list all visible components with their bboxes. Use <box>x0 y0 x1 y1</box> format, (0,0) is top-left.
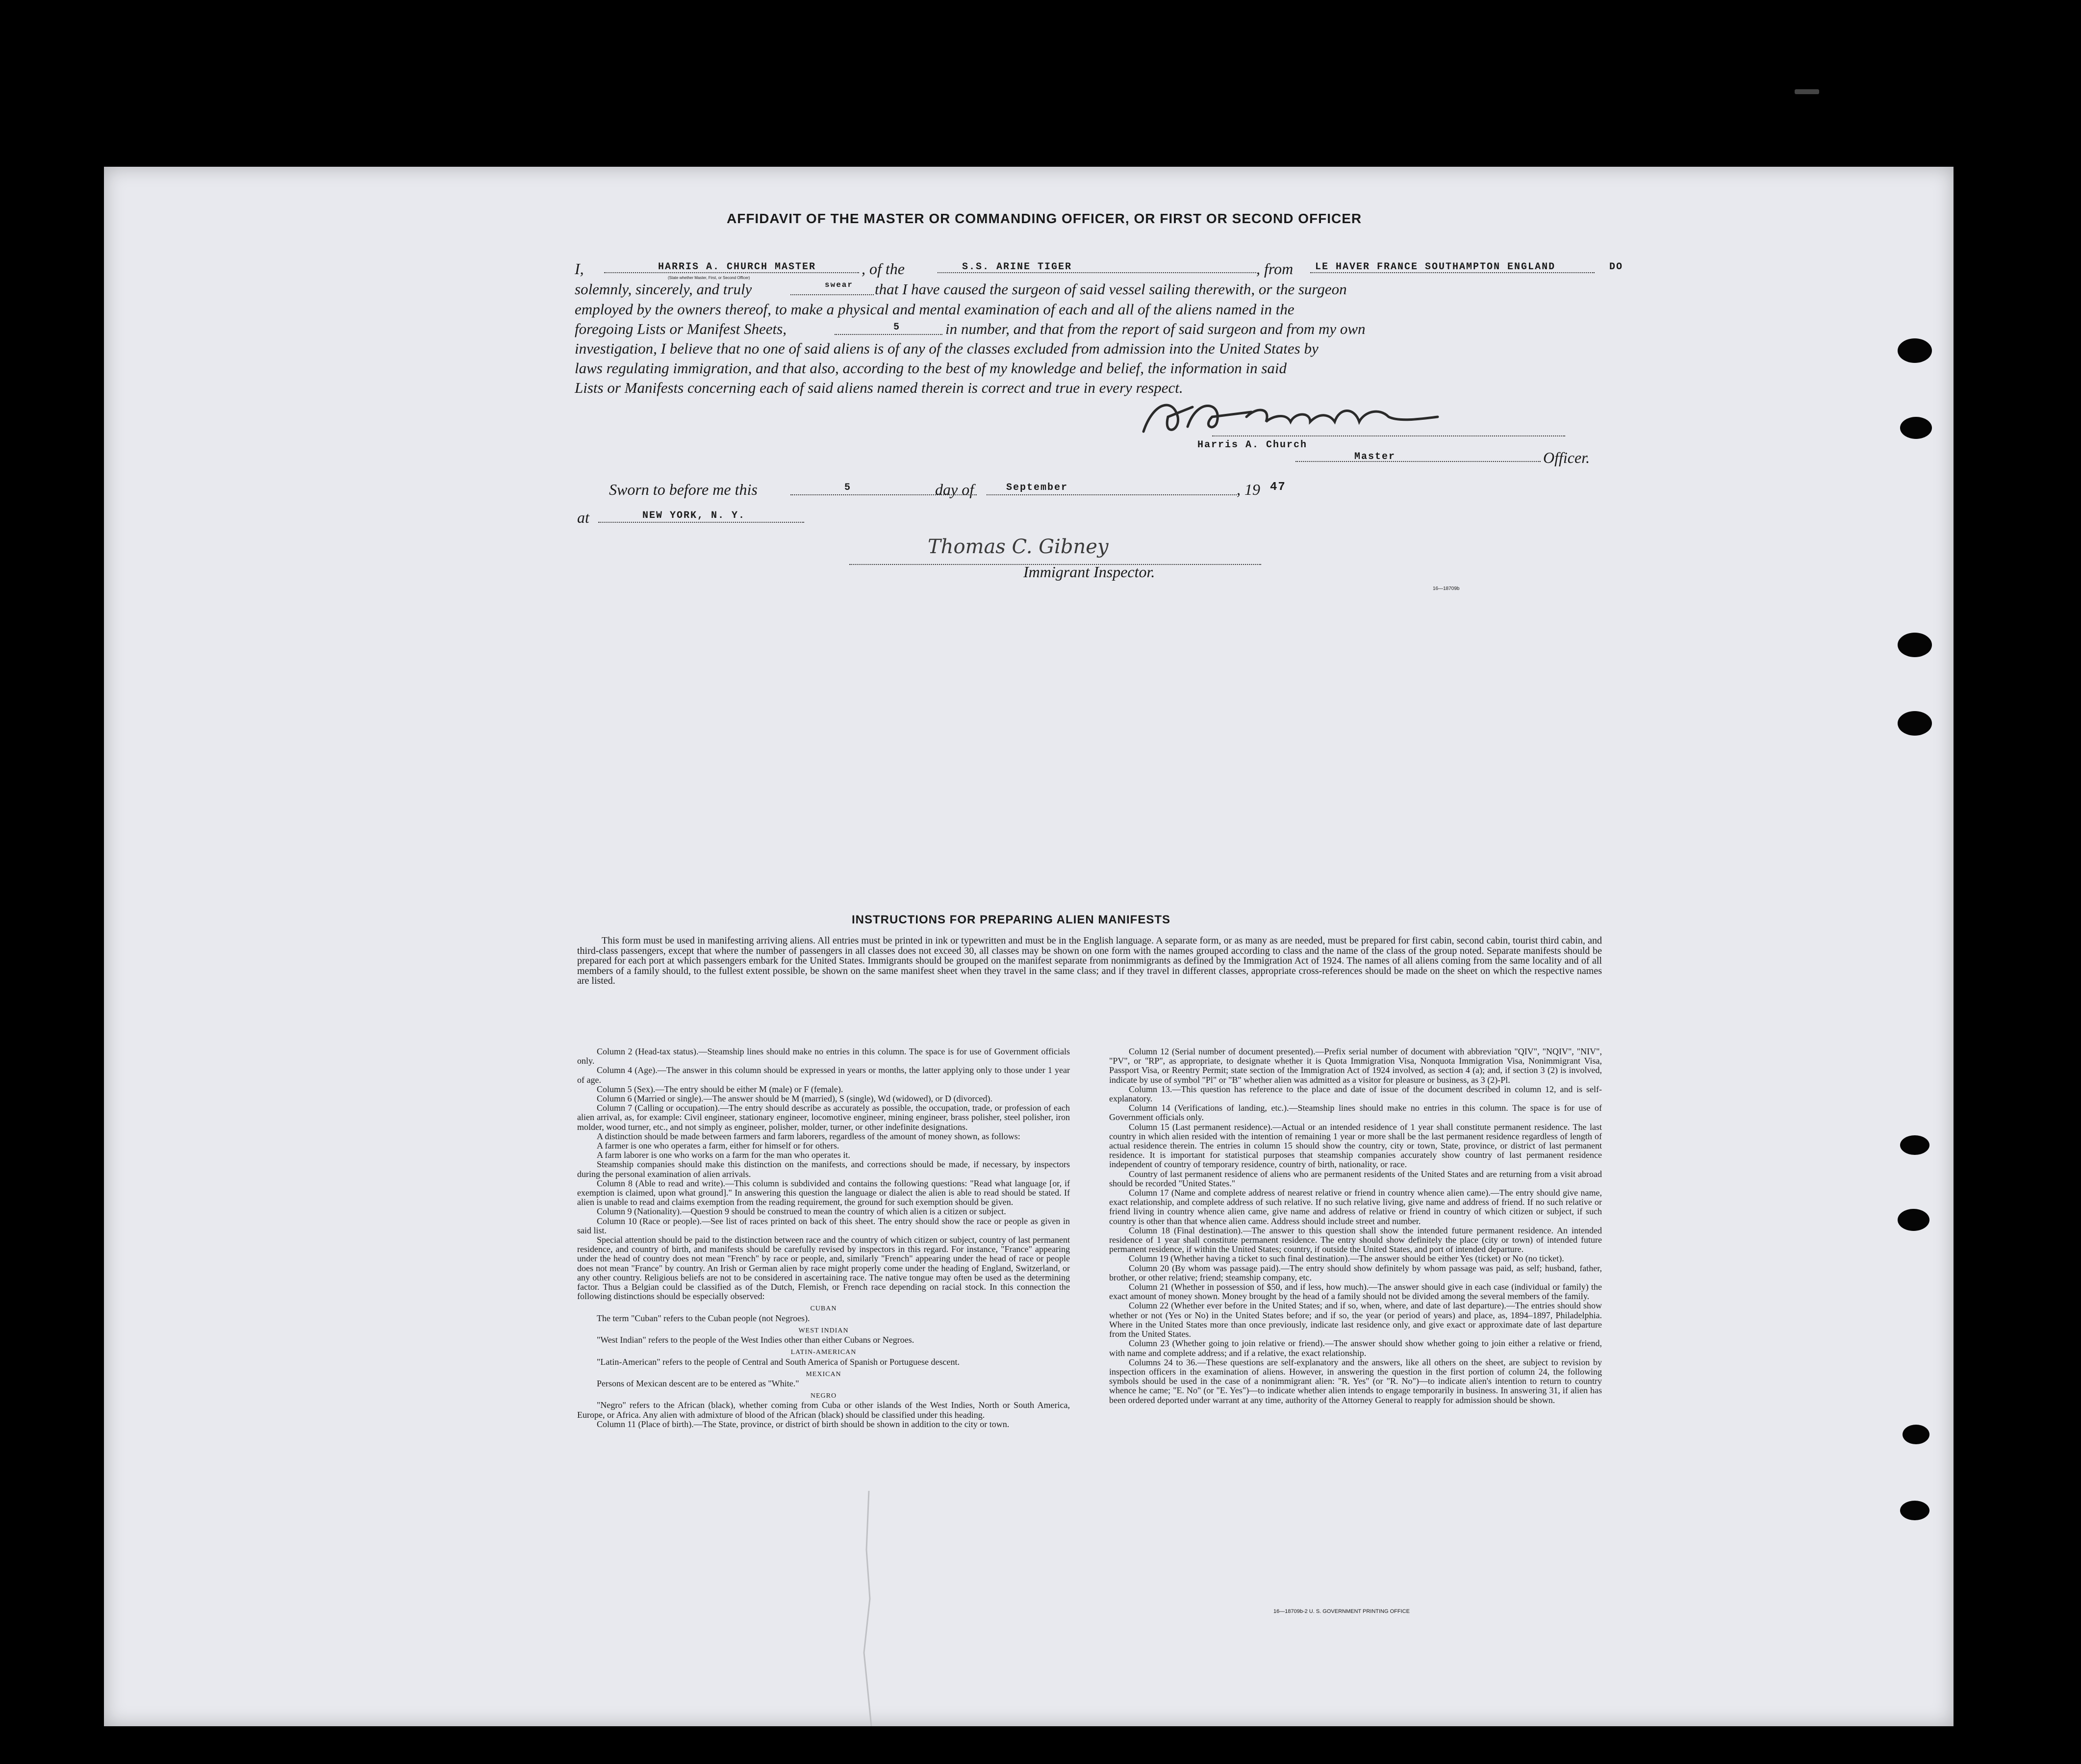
right-para: Column 19 (Whether having a ticket to such final destination).—The answer should be either Yes (ticket) or No (no ticket). <box>1129 1253 1564 1264</box>
day-of-label: day of <box>935 481 974 498</box>
left-para: Column 8 (Able to read and write).—This column is subdivided and contains the following questions: "Read what language [or, if exemption is claimed, upon what ground]." In answering this question the language or dialect the alien is able to read should be stated. If alien is unable to read and claims exemption from the reading requirement, the ground for such exemption should be given. <box>577 1178 1070 1207</box>
west-indian-heading: WEST INDIAN <box>798 1327 849 1334</box>
paper-crease <box>839 1491 898 1726</box>
punch-hole <box>1903 1425 1929 1444</box>
cuban-heading: CUBAN <box>810 1305 837 1313</box>
month-value: September <box>1006 482 1068 493</box>
negro-heading: NEGRO <box>810 1392 837 1400</box>
sheet-count-line <box>835 334 942 335</box>
punch-hole <box>1900 417 1932 439</box>
latin-text: "Latin-American" refers to the people of Central and South America of Spanish or Portuguese descent. <box>597 1356 960 1367</box>
line3: employed by the owners thereof, to make a physical and mental examination of each and all of the aliens named in the <box>575 301 1294 318</box>
left-para: Special attention should be paid to the distinction between race and the country of which citizen or subject, country of last permanent residence, and country of birth, and manifests should be carefully revised by inspectors in this regard. For instance, "France" appearing under the head of country does not mean "French" by race or people, and, similarly "French" appearing under the head of race or people does not mean "France" by country. An Irish or German alien by race might properly come under the heading of England, Switzerland, or any other country. Religious beliefs are not to be considered in ascertaining race. The native tongue may often be used as the determining factor. Thus a Belgian could be classified as of the Dutch, Flemish, or French race depending on racial stock. In this connection the following distinctions should be especially observed: <box>577 1235 1070 1302</box>
sheet-count: 5 <box>893 322 901 333</box>
officer-name: HARRIS A. CHURCH MASTER <box>658 261 816 273</box>
right-para: Column 14 (Verifications of landing, etc.).—Steamship lines should make no entries in this column. The space is for use of Government officials only. <box>1109 1103 1602 1123</box>
instructions-right-column <box>1109 1047 1602 1405</box>
at-label: at <box>577 509 589 526</box>
right-para: Column 22 (Whether ever before in the United States; and if so, when, where, and date of last departure).—The entries should show whether or not (Yes or No) in the United States before; and if so, the year (or period of years) and place, as, 1894–1897, Philadelphia. Where in the United States more than once previously, indicate last residence only, and give exact or approximate date of last departure from the United States. <box>1109 1301 1602 1339</box>
right-para: Column 17 (Name and complete address of nearest relative or friend in country whence alien came).—The entry should give name, exact relationship, and complete address of such relative. If no such relative living, give name and address of friend. If no such relative or friend living in country whence alien came, give name and address of relative or friend in country of which citizen or subject, if such country is other than that whence alien came. Address should include street and number. <box>1109 1188 1602 1226</box>
form-number: 16—18709b <box>1433 586 1460 591</box>
left-para: Column 5 (Sex).—The entry should be either M (male) or F (female). <box>597 1084 843 1094</box>
line2-b: that I have caused the surgeon of said vessel sailing therewith, or the surgeon <box>875 281 1347 298</box>
place-line <box>598 522 804 523</box>
year-suffix: 47 <box>1270 481 1286 494</box>
mexican-text: Persons of Mexican descent are to be entered as "White." <box>597 1378 799 1388</box>
punch-hole <box>1900 1135 1929 1155</box>
ports: LE HAVER FRANCE SOUTHAMPTON ENGLAND <box>1315 261 1556 273</box>
sworn-label: Sworn to before me this <box>609 481 758 498</box>
line6: laws regulating immigration, and that also, according to the best of my knowledge and belief, the information in said <box>575 359 1287 377</box>
left-para: A farmer is one who operates a farm, either for himself or for others. <box>597 1141 839 1151</box>
right-para: Column 21 (Whether in possession of $50, and if less, how much).—The answer should give in each case (individual or family) the exact amount of money shown. Money brought by the head of a family should not be divided among the several members of the family. <box>1109 1282 1602 1302</box>
right-para: Country of last permanent residence of aliens who are permanent residents of the United States and are returning from a visit abroad should be recorded "United States." <box>1109 1169 1602 1188</box>
state-note: (State whether Master, First, or Second Officer) <box>668 276 750 280</box>
oath-line <box>790 294 874 295</box>
punch-hole <box>1900 1501 1929 1520</box>
officer-label: Officer. <box>1543 449 1590 466</box>
punch-hole <box>1898 1209 1929 1231</box>
rank-line <box>1295 461 1541 462</box>
punch-hole <box>1898 633 1932 657</box>
left-para: Column 10 (Race or people).—See list of races printed on back of this sheet. The entry should show the race or people as given in said list. <box>577 1216 1070 1235</box>
corner-mark <box>1795 89 1819 94</box>
right-para: Column 13.—This question has reference to the place and date of issue of the document described in column 12, and is self-explanatory. <box>1109 1084 1602 1104</box>
manifest-page <box>104 167 1954 1726</box>
line2-a: solemnly, sincerely, and truly <box>575 281 752 298</box>
of-the-label: , of the <box>862 260 905 278</box>
punch-hole <box>1898 338 1932 363</box>
line7: Lists or Manifests concerning each of said aliens named therein is correct and true in every respect. <box>575 379 1183 396</box>
left-para: Column 7 (Calling or occupation).—The entry should describe as accurately as possible, the occupation, trade, or profession of each alien arrival, as, for example: Civil engineer, stationary engineer, locomotive engineer, mining engineer, brass polisher, steel polisher, iron molder, wood turner, etc., and not simply as engineer, polisher, molder, turner, or other indefinite designations. <box>577 1103 1070 1132</box>
signature-typed: Harris A. Church <box>1197 439 1308 451</box>
punch-hole <box>1898 711 1932 736</box>
west-indian-text: "West Indian" refers to the people of the West Indies other than either Cubans or Negroes. <box>597 1335 914 1345</box>
rank: Master <box>1354 451 1396 462</box>
left-para: A farm laborer is one who works on a farm for the man who operates it. <box>597 1150 850 1160</box>
col11-text: Column 11 (Place of birth).—The State, province, or district of birth should be shown in addition to the city or town. <box>597 1419 1010 1429</box>
left-para: Column 6 (Married or single).—The answer should be M (married), S (single), Wd (widowed), or D (divorced). <box>597 1094 992 1104</box>
vessel-name: S.S. ARINE TIGER <box>962 261 1072 273</box>
printing-office-footer: 16—18709b-2 U. S. GOVERNMENT PRINTING OFFICE <box>1273 1609 1410 1614</box>
signature-line <box>1212 435 1565 436</box>
mexican-heading: MEXICAN <box>806 1370 841 1378</box>
year-prefix: , 19 <box>1237 481 1260 498</box>
line4-a: foregoing Lists or Manifest Sheets, <box>575 320 787 337</box>
affidavit-title: AFFIDAVIT OF THE MASTER OR COMMANDING OFFICER, OR FIRST OR SECOND OFFICER <box>727 211 1362 226</box>
do-label: DO <box>1609 261 1624 273</box>
i-label: I, <box>575 260 584 278</box>
right-para: Column 12 (Serial number of document presented).—Prefix serial number of document with abbreviation "QIV", "NQIV", "NIV", "PV", or "RP", as appropriate, to designate whether it is Quota Immigration Visa, Nonquota Immigration Visa, Nonimmigrant Visa, Passport Visa, or Reentry Permit; state section of the Immigration Act of 1924 involved, as section 4 (a); and, if section 3 (2) is involved, indicate by use of symbol "Pl" or "B" whether alien was admitted as a visitor for pleasure or business, as 3 (2)-Pl. <box>1109 1047 1602 1085</box>
from-label: , from <box>1256 260 1294 278</box>
instructions-left-column <box>577 1047 1070 1429</box>
inspector-signature: Thomas C. Gibney <box>928 536 1109 558</box>
left-para: A distinction should be made between farmers and farm laborers, regardless of the amount of money shown, as follows: <box>597 1131 1020 1141</box>
line5: investigation, I believe that no one of said aliens is of any of the classes excluded from admission into the United States by <box>575 340 1319 357</box>
right-para: Column 15 (Last permanent residence).—Actual or an intended residence of 1 year shall constitute permanent residence. The last country in which alien resided with the intention of remaining 1 year or more shall be the last permanent residence regardless of length of actual residence therein. The entries in column 15 should show the country, city or town, State, province, or district of last permanent residence. It is important for statistical purposes that steamship companies accurately show country of last permanent residence independent of country of temporary residence, country of birth, nationality, or race. <box>1109 1122 1602 1170</box>
cuban-text: The term "Cuban" refers to the Cuban people (not Negroes). <box>597 1313 810 1323</box>
master-signature <box>1124 387 1447 446</box>
instructions-intro: This form must be used in manifesting arriving aliens. All entries must be printed in ink or typewritten and must be in the English language. A separate form, or as many as are needed, must be prepared for first cabin, second cabin, tourist third cabin, and third-class passengers, except that where the number of passengers in all classes does not exceed 30, all classes may be shown on one form with the names grouped according to class and the name of the class of the group noted. Separate manifests should be prepared for each port at which passengers embark for the United States. Immigrants should be grouped on the manifest separate from nonimmigrants as defined by the Immigration Act of 1924. The names of all aliens coming from the same locality and of all members of a family should, to the fullest extent possible, be shown on the same manifest sheet when they travel in the same class; and if they travel in different classes, appropriate cross-references should be made on the sheet on which the respective names are listed. <box>577 935 1602 987</box>
instructions-title: INSTRUCTIONS FOR PREPARING ALIEN MANIFESTS <box>852 913 1171 926</box>
inspector-label: Immigrant Inspector. <box>1023 563 1155 581</box>
negro-text: "Negro" refers to the African (black), whether coming from Cuba or other islands of the West Indies, North or South America, Europe, or Africa. Any alien with admixture of blood of the African (black) should be classified under this heading. <box>577 1400 1070 1420</box>
oath-word: swear <box>825 281 854 289</box>
month-line <box>987 494 1237 495</box>
right-para: Column 18 (Final destination).—The answer to this question shall show the intended future permanent residence. An intended residence of 1 year shall constitute permanent residence. The entry should show definitely the place (city or town) of intended future permanent residence, if within the United States; country, if outside the United States, and port of intended departure. <box>1109 1225 1602 1254</box>
left-para: Column 9 (Nationality).—Question 9 should be construed to mean the country of which alien is a citizen or subject. <box>597 1206 1006 1217</box>
left-para: Column 2 (Head-tax status).—Steamship lines should make no entries in this column. The space is for use of Government officials only. <box>577 1047 1070 1066</box>
day-value: 5 <box>844 482 852 493</box>
left-para: Steamship companies should make this distinction on the manifests, and corrections should be made, if necessary, by inspectors during the personal examination of alien arrivals. <box>577 1159 1070 1179</box>
right-para: Column 23 (Whether going to join relative or friend).—The answer should show whether going to join either a relative or friend, with name and complete address; and if a relative, the exact relationship. <box>1109 1338 1602 1358</box>
latin-heading: LATIN-AMERICAN <box>790 1349 857 1356</box>
left-para: Column 4 (Age).—The answer in this column should be expressed in years or months, the latter applying only to those under 1 year of age. <box>577 1065 1070 1085</box>
line4-b: in number, and that from the report of said surgeon and from my own <box>945 320 1366 337</box>
place-value: NEW YORK, N. Y. <box>642 510 746 521</box>
right-para: Columns 24 to 36.—These questions are self-explanatory and the answers, like all others on the sheet, are subject to revision by inspection officers in the examination of aliens. However, in answering the question in the first portion of column 24, the following symbols should be used in the case of a nonimmigrant alien: "R. Yes" (or "R. No")—to indicate alien's intention to return to country whence he came; "E. No" (or "E. Yes")—to indicate whether alien intends to engage temporarily in business. In answering 31, if alien has been ordered deported under warrant at any time, authority of the Attorney General to reapply for admission should be shown. <box>1109 1357 1602 1405</box>
right-para: Column 20 (By whom was passage paid).—The entry should show definitely by whom passage was paid, as self; husband, father, brother, or other relative; friend; steamship company, etc. <box>1109 1263 1602 1282</box>
